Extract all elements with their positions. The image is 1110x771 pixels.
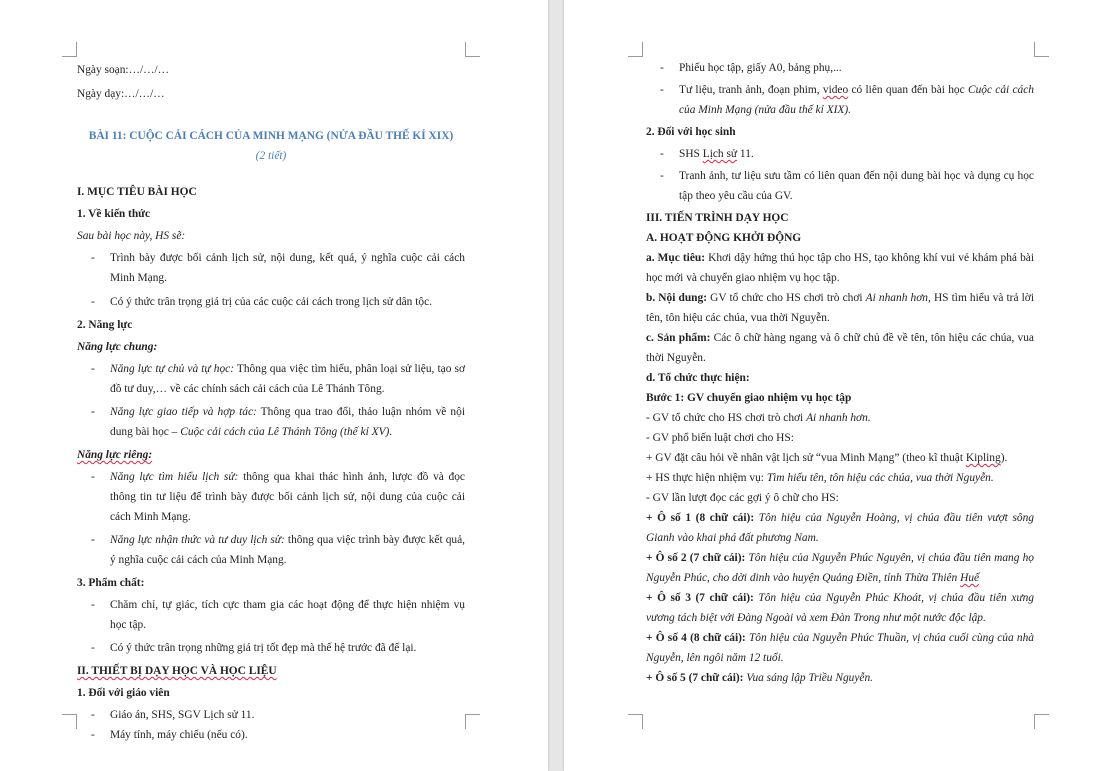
item-text-italic: Cuộc cải cách của Minh Mạng (nửa đầu thế kỉ XIX).: [679, 84, 1034, 116]
list-item: [110, 359, 465, 399]
crop-mark: [1034, 714, 1049, 729]
list-item: - Chăm chỉ, tự giác, tích cực tham gia các hoạt động để thực hiện nhiệm vụ học tập.: [110, 595, 465, 635]
item-text-italic: Ai nhanh hơn.: [806, 412, 871, 424]
page-body[interactable]: [77, 60, 465, 745]
item-text: Thông qua trao đổi, thảo luận nhóm về nội dung bài học –: [110, 406, 465, 438]
teacher-materials-list-cont: [646, 58, 1034, 120]
clue-label: + Ô số 1 (8 chữ cái):: [646, 512, 755, 524]
clue-line: [646, 548, 1034, 588]
list-item: - Giáo án, SHS, SGV Lịch sử 11.: [110, 705, 465, 725]
item-text-italic: Tìm hiểu tên, tôn hiệu các chúa, vua thời Nguyễn.: [766, 472, 994, 484]
item-label: Năng lực tìm hiểu lịch sử:: [110, 471, 239, 483]
section-heading: III. TIẾN TRÌNH DẠY HỌC: [646, 212, 789, 224]
clue-text: Tôn hiệu của Nguyễn Phúc Khoát, vị chúa đầu tiên xưng vương tách biệt với Đàng Ngoài và xem Đàn Trong như một nước độc lập.: [646, 592, 1034, 624]
item-label: a. Mục tiêu:: [646, 252, 706, 264]
specific-competence-list: [77, 467, 465, 570]
product-paragraph: [646, 328, 1034, 368]
subsection-heading: 2. Đối với học sinh: [646, 126, 736, 138]
subsection-heading: 3. Phẩm chất:: [77, 577, 145, 589]
subsection-heading: 1. Đối với giáo viên: [77, 687, 170, 699]
clue-line: [646, 508, 1034, 548]
item-label: Năng lực nhận thức và tư duy lịch sử:: [110, 534, 285, 546]
subsection-heading: 1. Về kiến thức: [77, 208, 151, 220]
clue-line: [646, 588, 1034, 628]
item-text: - GV tổ chức cho HS chơi trò chơi: [646, 412, 807, 424]
crop-mark: [1034, 42, 1049, 57]
clue-text: Tôn hiệu của Nguyễn Phúc Nguyên, vị chúa đầu tiên mang họ Nguyễn Phúc, cho dời dinh vào huyện Quảng Điền, tỉnh Thừa Thiên: [646, 552, 1034, 584]
clue-text: Tôn hiệu của Nguyễn Phúc Thuần, vị chúa cuối cùng của nhà Nguyễn, lên ngôi năm 12 tuổi.: [646, 632, 1034, 664]
lesson-subtitle: (2 tiết): [255, 150, 287, 162]
list-item: - Có ý thức trân trọng giá trị của các cuộc cải cách trong lịch sử dân tộc.: [110, 292, 465, 312]
document-page-left: [0, 0, 548, 771]
list-item: - Phiếu học tập, giấy A0, bảng phụ,...: [679, 58, 1034, 78]
objective-paragraph: [646, 248, 1034, 288]
content-paragraph: [646, 288, 1034, 328]
organization-heading: d. Tổ chức thực hiện:: [646, 372, 750, 384]
item-label: b. Nội dung:: [646, 292, 707, 304]
clue-text: Tôn hiệu của Nguyễn Hoàng, vị chúa đầu tiên vượt sông Gianh vào khai phá đất phương Nam.: [646, 512, 1034, 544]
item-text: thông qua việc trình bày được kết quả, ý nghĩa cuộc cải cách của Minh Mạng.: [110, 534, 466, 566]
item-label: c. Sản phẩm:: [646, 332, 711, 344]
student-materials-list: [646, 144, 1034, 206]
item-text-italic: Ai nhanh hơn: [865, 292, 928, 304]
item-text: , HS tìm hiểu và trả lời tên, tôn hiệu các chúa, vua thời Nguyễn.: [646, 292, 1035, 324]
list-item: [110, 530, 465, 570]
item-text: + HS thực hiện nhiệm vụ:: [646, 472, 767, 484]
list-item: - Máy tính, máy chiếu (nếu có).: [110, 725, 465, 745]
page-body[interactable]: [646, 58, 1034, 688]
spellcheck-word: Kipling: [965, 452, 1001, 464]
crop-mark: [628, 42, 643, 57]
item-text: có liên quan đến bài học: [848, 84, 968, 96]
document-page-right: [564, 0, 1110, 771]
crop-mark: [62, 714, 77, 729]
subsection-heading: 2. Năng lực: [77, 319, 133, 331]
specific-competence-heading: Năng lực riêng:: [77, 449, 153, 461]
item-text: GV tổ chức cho HS chơi trò chơi: [707, 292, 866, 304]
general-competence-heading: Năng lực chung:: [77, 341, 158, 353]
instruction-line: [646, 448, 1034, 468]
item-text: Tư liệu, tranh ảnh, đoạn phim,: [679, 84, 823, 96]
crop-mark: [628, 714, 643, 729]
instruction-line: - GV lần lượt đọc các gợi ý ô chữ cho HS:: [646, 492, 839, 504]
item-label: Năng lực giao tiếp và hợp tác:: [110, 406, 257, 418]
item-text: 11.: [737, 148, 754, 160]
item-text: Khơi dậy hứng thú học tập cho HS, tạo không khí vui vẻ khám phá bài học mới và chuyển giao nhiệm vụ học tập.: [646, 252, 1034, 284]
date-taught: Ngày dạy:…/…/…: [77, 88, 165, 100]
clue-label: + Ô số 3 (7 chữ cái):: [646, 592, 754, 604]
section-heading: II. THIẾT BỊ DẠY HỌC VÀ HỌC LIỆU: [77, 665, 277, 677]
quality-list: [77, 595, 465, 658]
item-label: Năng lực tự chủ và tự học:: [110, 363, 234, 375]
date-prepared: Ngày soạn:…/…/…: [77, 64, 170, 76]
spellcheck-word: video: [822, 84, 849, 96]
teacher-materials-list: [77, 705, 465, 745]
clue-label: + Ô số 4 (8 chữ cái):: [646, 632, 746, 644]
clue-label: + Ô số 2 (7 chữ cái):: [646, 552, 746, 564]
intro-text: Sau bài học này, HS sẽ:: [77, 230, 186, 242]
instruction-line: - GV phổ biến luật chơi cho HS:: [646, 432, 794, 444]
list-item: - Trình bày được bối cảnh lịch sử, nội dung, kết quả, ý nghĩa cuộc cải cách Minh Mạng.: [110, 248, 465, 288]
list-item: - Tranh ảnh, tư liệu sưu tầm có liên quan đến nội dung bài học và dụng cụ học tập theo yêu cầu của GV.: [679, 166, 1034, 206]
item-text: Các ô chữ hàng ngang và ô chữ chủ đề về tên, tôn hiệu các chúa, vua thời Nguyễn.: [646, 332, 1034, 364]
clue-line: [646, 628, 1034, 668]
lesson-title: BÀI 11: CUỘC CẢI CÁCH CỦA MINH MẠNG (NỬA ĐẦU THẾ KỈ XIX): [88, 130, 454, 142]
clue-label: + Ô số 5 (7 chữ cái):: [646, 672, 744, 684]
item-text: + GV đặt câu hỏi về nhân vật lịch sử “vua Minh Mạng” (theo kĩ thuật: [646, 452, 966, 464]
list-item: - Có ý thức trân trọng những giá trị tốt đẹp mà thế hệ trước đã để lại.: [110, 638, 465, 658]
knowledge-list: [77, 248, 465, 312]
list-item: [679, 80, 1034, 120]
item-text: ).: [1000, 452, 1008, 464]
item-text: SHS: [679, 148, 703, 160]
item-text: thông qua khai thác hình ảnh, lược đồ và đọc thông tin tư liệu để trình bày được bối cảnh lịch sử, nội dung của cuộc cải cách Minh Mạng.: [110, 471, 465, 523]
item-text: Thông qua việc tìm hiểu, phân loại sử liệu, tạo sơ đồ tư duy,… về các chính sách cải cách của Lê Thánh Tông.: [110, 363, 465, 395]
instruction-line: [646, 468, 1034, 488]
list-item: [110, 402, 465, 442]
crop-mark: [465, 42, 480, 57]
general-competence-list: [77, 359, 465, 442]
spellcheck-word: Huế: [960, 572, 980, 584]
clue-line: [646, 668, 1034, 688]
spellcheck-word: Lịch sử: [702, 148, 738, 160]
list-item: [679, 144, 1034, 164]
list-item: [110, 467, 465, 527]
crop-mark: [465, 714, 480, 729]
instruction-line: [646, 408, 1034, 428]
subsection-heading: A. HOẠT ĐỘNG KHỞI ĐỘNG: [646, 232, 802, 244]
step-heading: Bước 1: GV chuyển giao nhiệm vụ học tập: [646, 392, 852, 404]
section-heading: I. MỤC TIÊU BÀI HỌC: [77, 186, 197, 198]
item-text-italic: Cuộc cải cách của Lê Thánh Tông (thế kỉ XV).: [180, 426, 393, 438]
clue-text: Vua sáng lập Triều Nguyễn.: [743, 672, 873, 684]
crop-mark: [62, 42, 77, 57]
